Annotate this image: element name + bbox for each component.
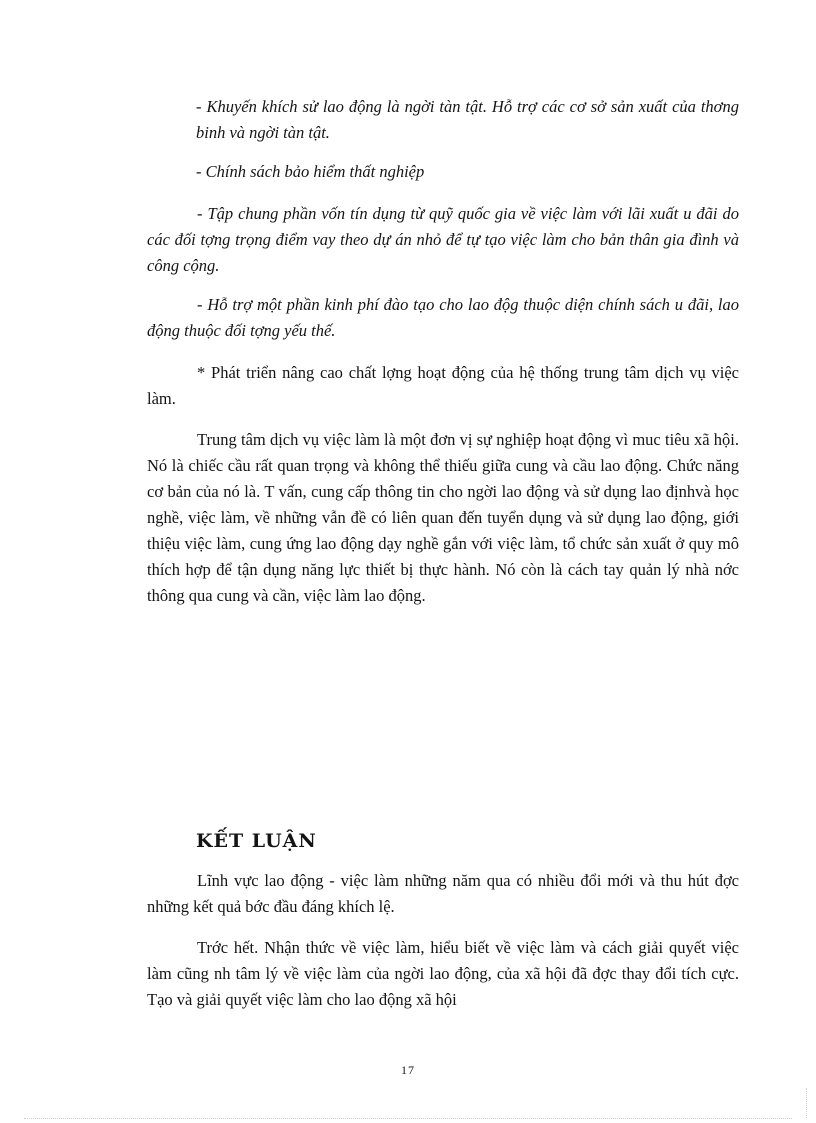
- paragraph-disabled-workers: - Khuyến khích sử lao động là ngời tàn tật. Hỗ trợ các cơ sở sản xuất của thơng binh và ngời tàn tật.: [196, 97, 739, 142]
- paragraph-job-center-role: Trung tâm dịch vụ việc làm là một đơn vị sự nghiệp hoạt động vì muc tiêu xã hội. Nó là chiếc cầu rất quan trọng và không thể thiếu giữa cung và cầu lao động. Chức năng cơ bản của nó là. T vấn, cung cấp thông tin cho ngời lao động và sử dụng lao địnhvà học nghề, việc làm, về những vẫn đề có liên quan đến tuyển dụng và sử dụng lao động, giới thiệu việc làm, cung ứng lao động dạy nghề gắn với việc làm, tổ chức sản xuất ở quy mô thích hợp để tận dụng năng lực thiết bị thực hành. Nó còn là cách tay quản lý nhà nớc thông qua cung và cần, việc làm lao động.: [147, 430, 739, 605]
- side-divider: [806, 1088, 807, 1118]
- page-number: 17: [401, 1063, 415, 1077]
- paragraph-conclusion-intro: Lĩnh vực lao động - việc làm những năm qua có nhiều đổi mới và thu hút đợc những kết quả bớc đầu đáng khích lệ.: [147, 871, 739, 916]
- paragraph-training-support: - Hỗ trợ một phần kinh phí đào tạo cho lao độg thuộc diện chính sách u đãi, lao động thuộc đối tợng yếu thế.: [147, 295, 739, 340]
- footer-divider: [24, 1118, 792, 1119]
- conclusion-heading: KẾT LUẬN: [196, 830, 317, 852]
- paragraph-job-centers: * Phát triển nâng cao chất lợng hoạt động của hệ thống trung tâm dịch vụ việc làm.: [147, 363, 739, 408]
- paragraph-credit-fund: - Tập chung phần vốn tín dụng từ quỹ quốc gia về việc làm với lãi xuất u đãi do các đối tợng trọng điểm vay theo dự án nhỏ để tự tạo việc làm cho bản thân gia đình và công cộng.: [147, 204, 739, 275]
- paragraph-unemployment-insurance: - Chính sách bảo hiểm thất nghiệp: [196, 162, 425, 181]
- paragraph-conclusion-first: Trớc hết. Nhận thức về việc làm, hiểu biết về việc làm và cách giải quyết việc làm cũng nh tâm lý về việc làm của ngời lao động, của xã hội đã đợc thay đổi tích cực. Tạo và giải quyết việc làm cho lao động xã hội: [147, 938, 739, 1009]
